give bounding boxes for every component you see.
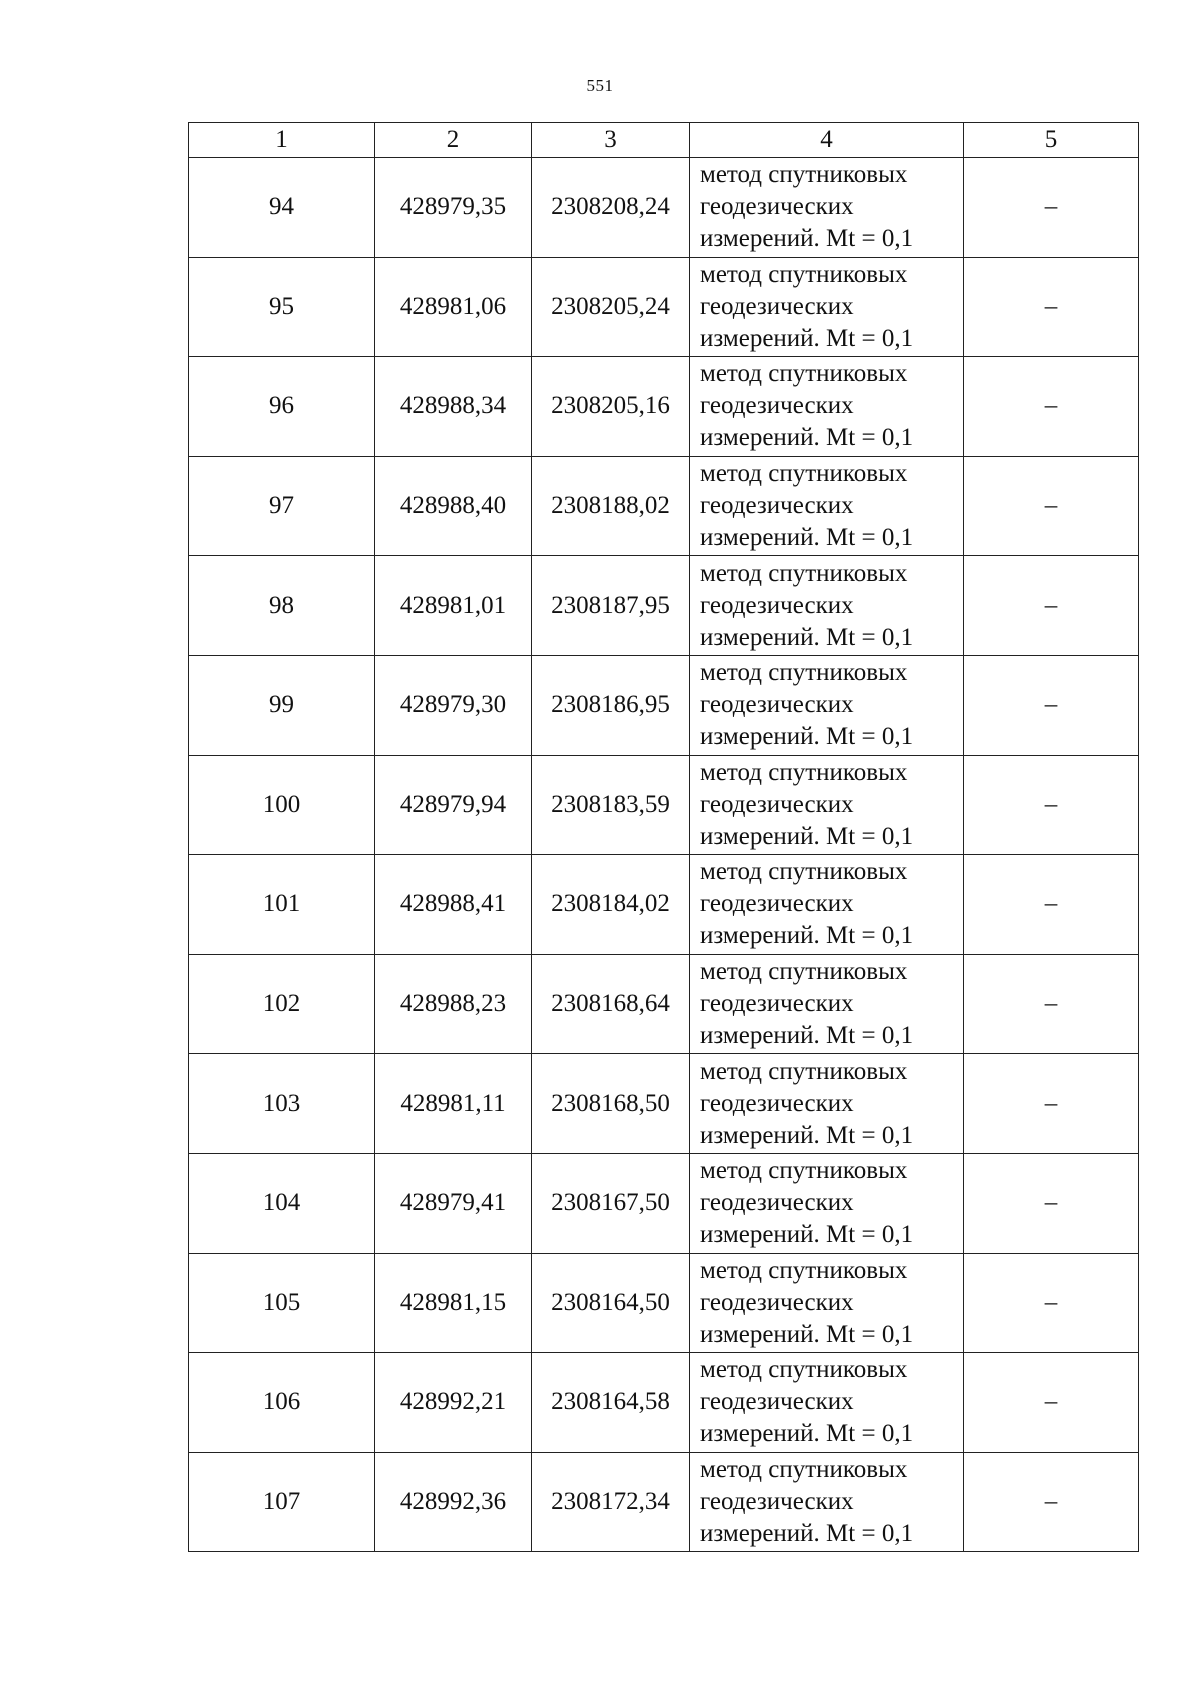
method-line: измерений. Mt = 0,1	[700, 1320, 914, 1348]
method-cell	[690, 1353, 964, 1453]
x-coordinate-cell: 428979,30	[375, 655, 532, 755]
method-line: геодезических	[700, 890, 854, 918]
method-line: измерений. Mt = 0,1	[700, 1121, 914, 1149]
method-cell	[690, 1054, 964, 1154]
header-row	[189, 123, 1139, 158]
note-cell: –	[964, 456, 1139, 556]
method-cell	[690, 1452, 964, 1552]
y-coordinate-cell: 2308167,50	[532, 1153, 690, 1253]
method-line: геодезических	[700, 1388, 854, 1416]
point-number-cell: 104	[189, 1153, 375, 1253]
header-col-4: 4	[690, 123, 964, 158]
method-cell	[690, 954, 964, 1054]
note-cell: –	[964, 1153, 1139, 1253]
method-cell	[690, 556, 964, 656]
note-cell: –	[964, 257, 1139, 357]
x-coordinate-cell: 428992,21	[375, 1353, 532, 1453]
point-number-cell: 107	[189, 1452, 375, 1552]
x-coordinate-cell: 428981,15	[375, 1253, 532, 1353]
page-number: 551	[586, 76, 614, 95]
method-line: измерений. Mt = 0,1	[700, 324, 914, 352]
method-line: геодезических	[700, 591, 854, 619]
method-line: метод спутниковых	[700, 161, 908, 189]
table-row	[189, 257, 1139, 357]
y-coordinate-cell: 2308188,02	[532, 456, 690, 556]
method-line: геодезических	[700, 193, 854, 221]
x-coordinate-cell: 428988,40	[375, 456, 532, 556]
point-number-cell: 95	[189, 257, 375, 357]
x-coordinate-cell: 428979,41	[375, 1153, 532, 1253]
header-col-5: 5	[964, 123, 1139, 158]
method-cell	[690, 755, 964, 855]
table-row	[189, 1452, 1139, 1552]
table-row	[189, 456, 1139, 556]
method-line: геодезических	[700, 292, 854, 320]
method-line: измерений. Mt = 0,1	[700, 723, 914, 751]
method-line: геодезических	[700, 691, 854, 719]
method-line: измерений. Mt = 0,1	[700, 1420, 914, 1448]
method-line: измерений. Mt = 0,1	[700, 524, 914, 552]
table-row	[189, 954, 1139, 1054]
method-line: измерений. Mt = 0,1	[700, 1022, 914, 1050]
method-line: метод спутниковых	[700, 858, 908, 886]
x-coordinate-cell: 428979,35	[375, 158, 532, 258]
y-coordinate-cell: 2308208,24	[532, 158, 690, 258]
method-line: геодезических	[700, 492, 854, 520]
note-cell: –	[964, 954, 1139, 1054]
method-cell	[690, 1253, 964, 1353]
y-coordinate-cell: 2308205,24	[532, 257, 690, 357]
method-line: метод спутниковых	[700, 659, 908, 687]
method-line: измерений. Mt = 0,1	[700, 424, 914, 452]
method-cell	[690, 855, 964, 955]
point-number-cell: 97	[189, 456, 375, 556]
x-coordinate-cell: 428981,11	[375, 1054, 532, 1154]
method-line: геодезических	[700, 1189, 854, 1217]
method-line: метод спутниковых	[700, 1057, 908, 1085]
header-col-3: 3	[532, 123, 690, 158]
method-line: измерений. Mt = 0,1	[700, 1520, 914, 1548]
note-cell: –	[964, 1452, 1139, 1552]
method-line: метод спутниковых	[700, 1456, 908, 1484]
method-line: измерений. Mt = 0,1	[700, 225, 914, 253]
point-number-cell: 98	[189, 556, 375, 656]
y-coordinate-cell: 2308186,95	[532, 655, 690, 755]
method-cell	[690, 257, 964, 357]
y-coordinate-cell: 2308183,59	[532, 755, 690, 855]
y-coordinate-cell: 2308205,16	[532, 357, 690, 457]
y-coordinate-cell: 2308168,64	[532, 954, 690, 1054]
method-cell	[690, 357, 964, 457]
table-row	[189, 1253, 1139, 1353]
method-line: метод спутниковых	[700, 758, 908, 786]
point-number-cell: 99	[189, 655, 375, 755]
coordinates-table	[188, 122, 1139, 1552]
method-line: метод спутниковых	[700, 958, 908, 986]
note-cell: –	[964, 1054, 1139, 1154]
method-cell	[690, 655, 964, 755]
method-line: метод спутниковых	[700, 460, 908, 488]
header-col-1: 1	[189, 123, 375, 158]
x-coordinate-cell: 428979,94	[375, 755, 532, 855]
x-coordinate-cell: 428988,23	[375, 954, 532, 1054]
note-cell: –	[964, 357, 1139, 457]
note-cell: –	[964, 655, 1139, 755]
table-body	[189, 158, 1139, 1552]
note-cell: –	[964, 556, 1139, 656]
method-line: геодезических	[700, 392, 854, 420]
y-coordinate-cell: 2308172,34	[532, 1452, 690, 1552]
method-line: метод спутниковых	[700, 1256, 908, 1284]
point-number-cell: 94	[189, 158, 375, 258]
method-cell	[690, 456, 964, 556]
x-coordinate-cell: 428988,41	[375, 855, 532, 955]
table-row	[189, 158, 1139, 258]
method-line: метод спутниковых	[700, 260, 908, 288]
y-coordinate-cell: 2308184,02	[532, 855, 690, 955]
table-row	[189, 655, 1139, 755]
note-cell: –	[964, 1353, 1139, 1453]
y-coordinate-cell: 2308168,50	[532, 1054, 690, 1154]
point-number-cell: 102	[189, 954, 375, 1054]
x-coordinate-cell: 428981,06	[375, 257, 532, 357]
method-line: измерений. Mt = 0,1	[700, 623, 914, 651]
y-coordinate-cell: 2308164,58	[532, 1353, 690, 1453]
method-line: измерений. Mt = 0,1	[700, 922, 914, 950]
point-number-cell: 96	[189, 357, 375, 457]
y-coordinate-cell: 2308164,50	[532, 1253, 690, 1353]
table-row	[189, 855, 1139, 955]
header-col-2: 2	[375, 123, 532, 158]
note-cell: –	[964, 855, 1139, 955]
x-coordinate-cell: 428988,34	[375, 357, 532, 457]
point-number-cell: 101	[189, 855, 375, 955]
method-line: измерений. Mt = 0,1	[700, 1221, 914, 1249]
table-header	[189, 123, 1139, 158]
note-cell: –	[964, 158, 1139, 258]
method-line: метод спутниковых	[700, 1157, 908, 1185]
method-line: метод спутниковых	[700, 360, 908, 388]
table-row	[189, 357, 1139, 457]
method-line: геодезических	[700, 790, 854, 818]
method-line: геодезических	[700, 1488, 854, 1516]
y-coordinate-cell: 2308187,95	[532, 556, 690, 656]
x-coordinate-cell: 428981,01	[375, 556, 532, 656]
point-number-cell: 105	[189, 1253, 375, 1353]
method-cell	[690, 1153, 964, 1253]
table-row	[189, 755, 1139, 855]
note-cell: –	[964, 755, 1139, 855]
point-number-cell: 100	[189, 755, 375, 855]
table-row	[189, 1353, 1139, 1453]
point-number-cell: 103	[189, 1054, 375, 1154]
method-line: геодезических	[700, 990, 854, 1018]
x-coordinate-cell: 428992,36	[375, 1452, 532, 1552]
table-row	[189, 1153, 1139, 1253]
method-line: геодезических	[700, 1089, 854, 1117]
method-cell	[690, 158, 964, 258]
table-row	[189, 1054, 1139, 1154]
method-line: геодезических	[700, 1288, 854, 1316]
note-cell: –	[964, 1253, 1139, 1353]
method-line: метод спутниковых	[700, 559, 908, 587]
method-line: измерений. Mt = 0,1	[700, 822, 914, 850]
table-row	[189, 556, 1139, 656]
method-line: метод спутниковых	[700, 1356, 908, 1384]
point-number-cell: 106	[189, 1353, 375, 1453]
